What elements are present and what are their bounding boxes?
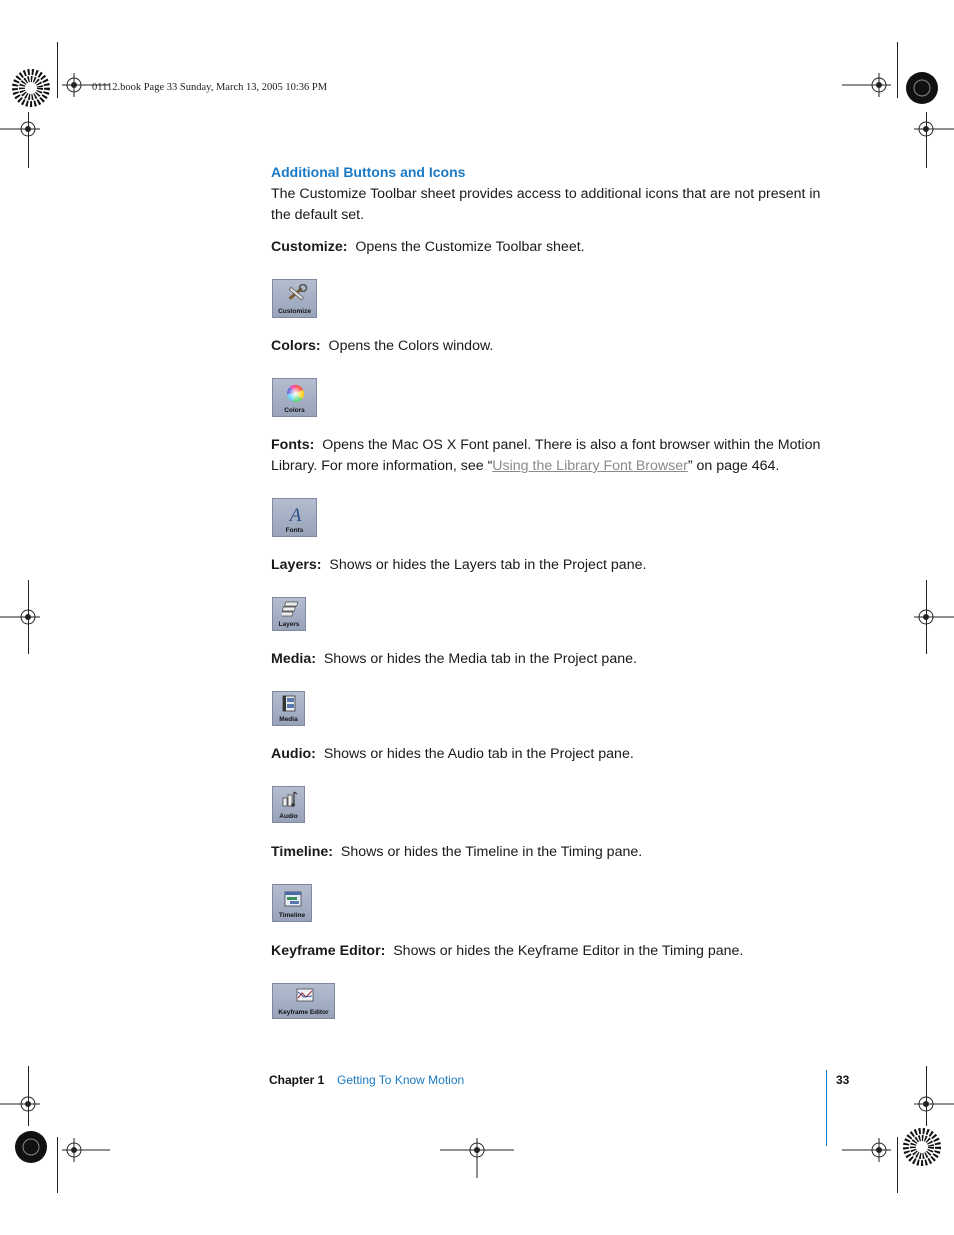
audio-button[interactable] [272, 786, 305, 823]
footer-chapter-title: Getting To Know Motion [337, 1073, 465, 1087]
audio-label: Audio [279, 813, 298, 820]
media-label: Media [279, 716, 298, 723]
timeline-label: Timeline [278, 912, 306, 919]
keyframe-editor-button[interactable] [272, 983, 335, 1019]
fonts-label: Fonts [285, 527, 304, 534]
audio-entry: Audio: Shows or hides the Audio tab in the Project pane. [271, 746, 634, 762]
layers-button[interactable] [272, 597, 306, 631]
keyframe-graph-icon [296, 988, 314, 1002]
audio-icon [281, 790, 299, 810]
timeline-button[interactable] [272, 884, 312, 922]
keyframe-editor-entry: Keyframe Editor: Shows or hides the Keyframe Editor in the Timing pane. [271, 943, 744, 959]
layers-label: Layers [278, 621, 300, 628]
colors-button[interactable] [272, 378, 317, 417]
footer-divider [826, 1070, 827, 1146]
timeline-icon [284, 891, 302, 907]
customize-tools-icon [284, 284, 308, 304]
timeline-entry: Timeline: Shows or hides the Timeline in the Timing pane. [271, 844, 643, 860]
svg-text:A: A [289, 505, 302, 524]
media-button[interactable] [272, 691, 305, 726]
customize-button[interactable] [272, 279, 317, 318]
customize-entry: Customize: Opens the Customize Toolbar sheet. [271, 239, 585, 255]
media-film-icon [281, 695, 297, 713]
keyframe-editor-label: Keyframe Editor [278, 1009, 329, 1016]
color-wheel-icon [287, 385, 304, 402]
colors-entry: Colors: Opens the Colors window. [271, 338, 494, 354]
fonts-entry: Fonts: Opens the Mac OS X Font panel. There is also a font browser within the Motion Library. For more information, see “Using the Library Font Browser” on page 464. [271, 437, 821, 474]
fonts-button[interactable] [272, 498, 317, 537]
layers-stack-icon [282, 601, 298, 619]
page-number: 33 [836, 1073, 850, 1087]
font-letter-icon [287, 504, 304, 524]
colors-label: Colors [284, 407, 305, 414]
section-intro: The Customize Toolbar sheet provides access to additional icons that are not present in the default set. [271, 186, 821, 223]
section-heading: Additional Buttons and Icons [271, 164, 466, 180]
media-entry: Media: Shows or hides the Media tab in the Project pane. [271, 651, 637, 667]
customize-label: Customize [278, 308, 311, 315]
font-browser-link[interactable]: Using the Library Font Browser [492, 458, 688, 474]
layers-entry: Layers: Shows or hides the Layers tab in the Project pane. [271, 557, 647, 573]
print-header: 01112.book Page 33 Sunday, March 13, 2005 10:36 PM [92, 82, 328, 93]
footer-chapter: Chapter 1 [269, 1073, 325, 1087]
